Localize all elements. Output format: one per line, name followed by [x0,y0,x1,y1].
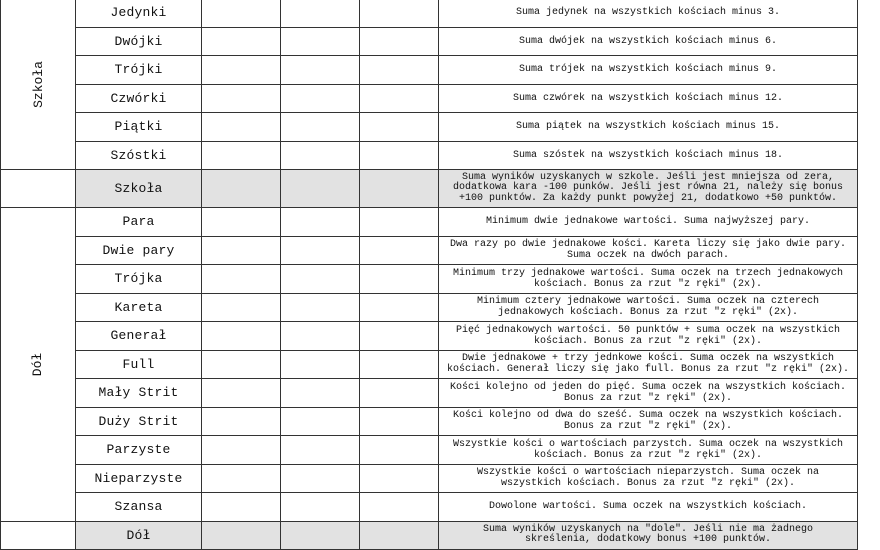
score-cell[interactable] [360,464,439,493]
score-row [1,84,858,113]
summary-spacer [1,170,76,208]
score-cell[interactable] [281,236,360,265]
summary-description [439,170,858,208]
category-name: Duży Strit [76,407,202,436]
description-line: Kości kolejno od dwa do sześć. Suma oczek na wszystkich kościach. [452,410,844,422]
section-label-cell [1,0,76,170]
category-description [439,0,858,27]
category-description [439,236,858,265]
score-cell[interactable] [360,493,439,522]
category-name: Trójka [76,265,202,294]
score-cell[interactable] [360,113,439,142]
score-row [1,293,858,322]
description-line: Minimum trzy jednakowe wartości. Suma oczek na trzech jednakowych [452,267,844,279]
category-description [439,27,858,56]
category-description [439,56,858,85]
score-cell[interactable] [281,493,360,522]
summary-score-cell[interactable] [281,521,360,550]
category-name: Kareta [76,293,202,322]
category-name: Trójki [76,56,202,85]
description-line: jednakowych kościach. Bonus za rzut "z ręki" (2x). [497,307,799,319]
score-row [1,236,858,265]
category-name: Jedynki [76,0,202,27]
score-cell[interactable] [281,293,360,322]
score-cell[interactable] [281,141,360,170]
summary-name: Szkoła [76,170,202,208]
score-cell[interactable] [202,293,281,322]
summary-score-cell[interactable] [360,521,439,550]
summary-spacer [1,521,76,550]
section-summary-row [1,521,858,550]
category-description [439,436,858,465]
summary-score-cell[interactable] [281,170,360,208]
score-cell[interactable] [281,436,360,465]
score-cell[interactable] [202,113,281,142]
score-cell[interactable] [360,265,439,294]
description-line: Pięć jednakowych wartości. 50 punktów + suma oczek na wszystkich [455,324,841,336]
description-line: kościach. Generał liczy się jako full. Bonus za rzut "z ręki" (2x). [446,364,850,376]
description-line: Suma piątek na wszystkich kościach minus 15. [515,121,781,133]
section-label: Szkoła [30,61,46,108]
category-name: Piątki [76,113,202,142]
score-cell[interactable] [360,407,439,436]
score-cell[interactable] [202,407,281,436]
summary-name: Dół [76,521,202,550]
score-cell[interactable] [202,464,281,493]
description-line: wszystkich kościach. Bonus za rzut "z ręki" (2x). [500,478,796,490]
description-line: Suma wyników uzyskanych na "dole". Jeśli nie ma żadnego [482,523,814,535]
score-cell[interactable] [360,350,439,379]
summary-score-cell[interactable] [202,170,281,208]
category-description [439,464,858,493]
category-name: Full [76,350,202,379]
description-line: Suma wyników uzyskanych w szkole. Jeśli jest mniejsza od zera, [461,171,835,183]
description-line: skreślenia, dodatkowy bonus +100 punktów. [524,534,772,546]
category-name: Generał [76,322,202,351]
score-row [1,56,858,85]
score-cell[interactable] [202,27,281,56]
category-name: Dwójki [76,27,202,56]
description-line: Kości kolejno od jeden do pięć. Suma oczek na wszystkich kościach. [449,381,847,393]
score-sheet-body [1,0,858,550]
score-cell[interactable] [360,379,439,408]
section-label-cell [1,208,76,522]
description-line: Dowolone wartości. Suma oczek na wszystkich kościach. [488,501,808,513]
score-cell[interactable] [360,27,439,56]
score-row [1,350,858,379]
score-cell[interactable] [281,56,360,85]
category-description [439,493,858,522]
score-cell[interactable] [360,141,439,170]
summary-score-cell[interactable] [360,170,439,208]
score-cell[interactable] [281,113,360,142]
score-cell[interactable] [281,322,360,351]
score-row [1,265,858,294]
description-line: Dwie jednakowe + trzy jednkowe kości. Suma oczek na wszystkich [461,353,835,365]
category-description [439,208,858,237]
description-line: Bonus za rzut "z ręki" (2x). [563,421,733,433]
category-description [439,141,858,170]
description-line: Minimum cztery jednakowe wartości. Suma oczek na czterech [476,296,820,308]
score-cell[interactable] [360,436,439,465]
score-row [1,0,858,27]
score-cell[interactable] [281,84,360,113]
score-row [1,27,858,56]
section-summary-row [1,170,858,208]
score-row [1,322,858,351]
score-cell[interactable] [202,379,281,408]
score-cell[interactable] [202,350,281,379]
score-row [1,464,858,493]
category-name: Mały Strit [76,379,202,408]
category-description [439,322,858,351]
description-line: Suma oczek na dwóch parach. [566,250,730,262]
description-line: Wszystkie kości o wartościach parzystch. Suma oczek na wszystkich [452,438,844,450]
score-row [1,407,858,436]
description-line: kościach. Bonus za rzut "z ręki" (2x). [533,449,763,461]
score-cell[interactable] [360,84,439,113]
score-cell[interactable] [360,208,439,237]
category-description [439,113,858,142]
description-line: Suma szóstek na wszystkich kościach minus 18. [512,149,784,161]
description-line: Suma czwórek na wszystkich kościach minus 12. [512,92,784,104]
summary-description [439,521,858,550]
score-cell[interactable] [281,407,360,436]
description-line: kościach. Bonus za rzut "z ręki" (2x). [533,335,763,347]
section-label: Dół [30,353,46,377]
description-line: kościach. Bonus za rzut "z ręki" (2x). [533,278,763,290]
score-cell[interactable] [281,464,360,493]
category-description [439,265,858,294]
score-row [1,379,858,408]
score-cell[interactable] [202,436,281,465]
description-line: Bonus za rzut "z ręki" (2x). [563,392,733,404]
score-cell[interactable] [202,265,281,294]
description-line: Wszystkie kości o wartościach nieparzystch. Suma oczek na [476,467,820,479]
score-cell[interactable] [281,379,360,408]
score-cell[interactable] [202,493,281,522]
category-description [439,84,858,113]
score-cell[interactable] [281,0,360,27]
category-name: Para [76,208,202,237]
score-cell[interactable] [281,27,360,56]
score-cell[interactable] [202,236,281,265]
score-cell[interactable] [360,236,439,265]
score-cell[interactable] [281,350,360,379]
description-line: +100 punktów. Za każdy punkt powyżej 21, dodatkowo +50 punktów. [458,192,838,204]
score-cell[interactable] [360,322,439,351]
summary-score-cell[interactable] [202,521,281,550]
category-name: Nieparzyste [76,464,202,493]
score-cell[interactable] [202,84,281,113]
score-cell[interactable] [281,208,360,237]
score-cell[interactable] [202,208,281,237]
score-row [1,208,858,237]
score-cell[interactable] [202,56,281,85]
score-row [1,493,858,522]
description-line: dodatkowa kara -100 punków. Jeśli jest równa 21, należy się bonus [452,182,844,194]
description-line: Dwa razy po dwie jednakowe kości. Kareta liczy się jako dwie pary. [449,239,847,251]
category-name: Dwie pary [76,236,202,265]
category-name: Szansa [76,493,202,522]
score-row [1,141,858,170]
score-cell[interactable] [202,0,281,27]
category-name: Czwórki [76,84,202,113]
description-line: Suma jedynek na wszystkich kościach minus 3. [515,7,781,19]
category-description [439,293,858,322]
score-cell[interactable] [360,293,439,322]
category-description [439,350,858,379]
score-cell[interactable] [360,56,439,85]
category-description [439,407,858,436]
description-line: Suma dwójek na wszystkich kościach minus 6. [518,35,778,47]
score-cell[interactable] [360,0,439,27]
description-line: Minimum dwie jednakowe wartości. Suma najwyższej pary. [485,216,811,228]
category-name: Parzyste [76,436,202,465]
score-cell[interactable] [202,322,281,351]
description-line: Suma trójek na wszystkich kościach minus 9. [518,64,778,76]
score-row [1,436,858,465]
category-name: Szóstki [76,141,202,170]
score-cell[interactable] [202,141,281,170]
score-row [1,113,858,142]
score-cell[interactable] [281,265,360,294]
category-description [439,379,858,408]
